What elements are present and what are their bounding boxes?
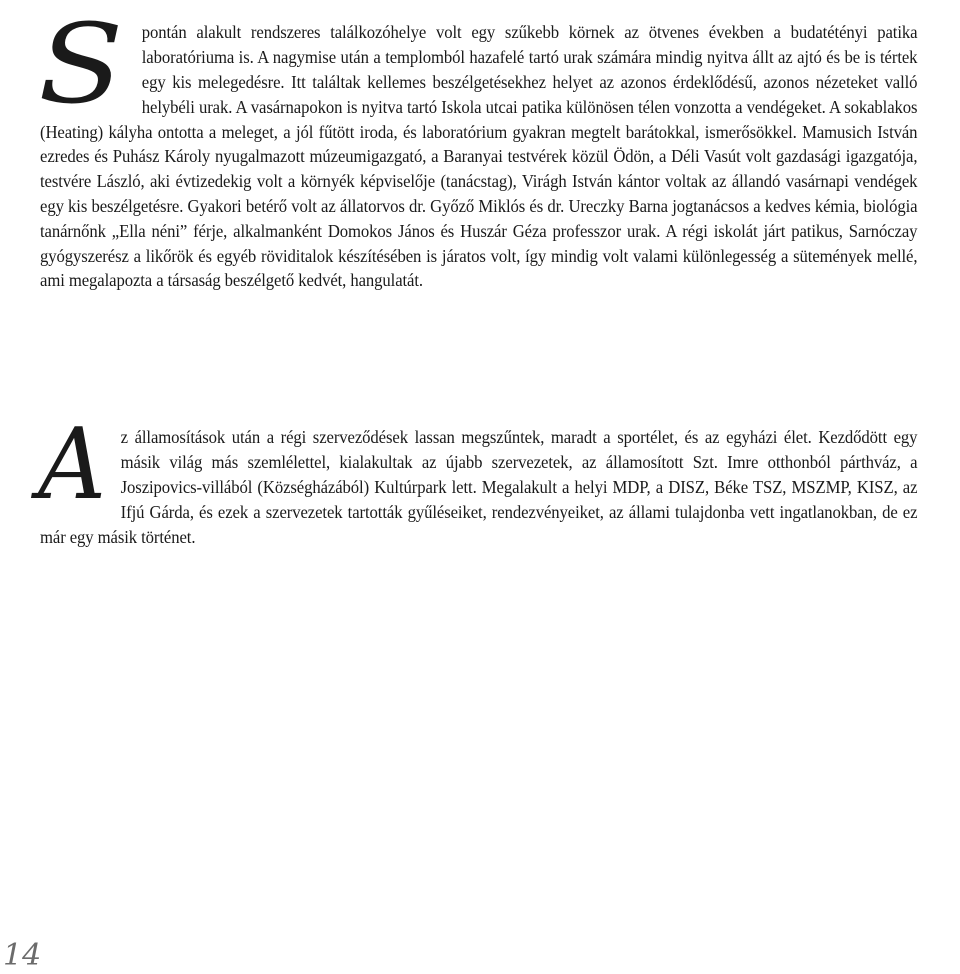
paragraph-2-text: z államosítások után a régi szerveződések lassan megszűntek, maradt a sportélet, és az egyházi élet. Kezdődött egy másik világ más szemlélettel, kialakultak az újabb szervezetek, az államosított Szt. Imre otthonból párthváz, a Joszipovics-villából (Községházából) Kultúrpark lett. Megalakult a helyi MDP, a DISZ, Béke TSZ, MSZMP, KISZ, az Ifjú Gárda, és ezek a szervezetek tartották gyűléseiket, rendezvényeiket, az állami tulajdonba vett ingatlanokban, de ez már egy másik történet. [40, 427, 918, 547]
page-number: 14 [3, 938, 42, 973]
dropcap-s: S [38, 0, 124, 129]
paragraph-1 [38, 0, 918, 293]
dropcap-a: A [38, 408, 106, 523]
paragraph-1-text: pontán alakult rendszeres találkozóhelye volt egy szűkebb körnek az ötvenes években a budatétényi patika laboratóriuma is. A nagymise után a templomból hazafelé tartó urak számára mindig nyitva állt az ajtó és be is tértek egy kis melegedésre. Itt találtak kellemes beszélgetésekhez helyet az azonos érdeklődésű, azonos nézeteket valló helybéli urak. A vasárnapokon is nyitva tartó Iskola utcai patika különösen télen vonzotta a vendégeket. A sokablakos (Heating) kályha ontotta a meleget, a jól fűtött iroda, és laboratórium gyakran megtelt barátokkal, ismerősökkel. Mamusich István ezredes és Puhász Károly nyugalmazott múzeumigazgató, a Baranyai testvérek közül Ödön, a Déli Vasút volt gazdasági igazgatója, testvére László, aki évtizedekig volt a környék képviselője (tanácstag), Virágh István kántor voltak az állandó vasárnapi vendégek egy kis beszélgetésre. Gyakori betérő volt az állatorvos dr. Győző Miklós és dr. Ureczky Barna jogtanácsos a kedves kémia, biológia tanárnőnk „Ella néni” férje, alkalmanként Domokos János és Huszár Géza professzor urak. A régi iskolát járt patikus, Sarnóczay gyógyszerész a likőrök és egyéb röviditalok készítésében is járatos volt, így mindig volt valami különlegesség a sütemények mellé, ami megalapozta a társaság beszélgető kedvét, hangulatát. [40, 22, 918, 291]
paragraph-2 [38, 408, 918, 549]
